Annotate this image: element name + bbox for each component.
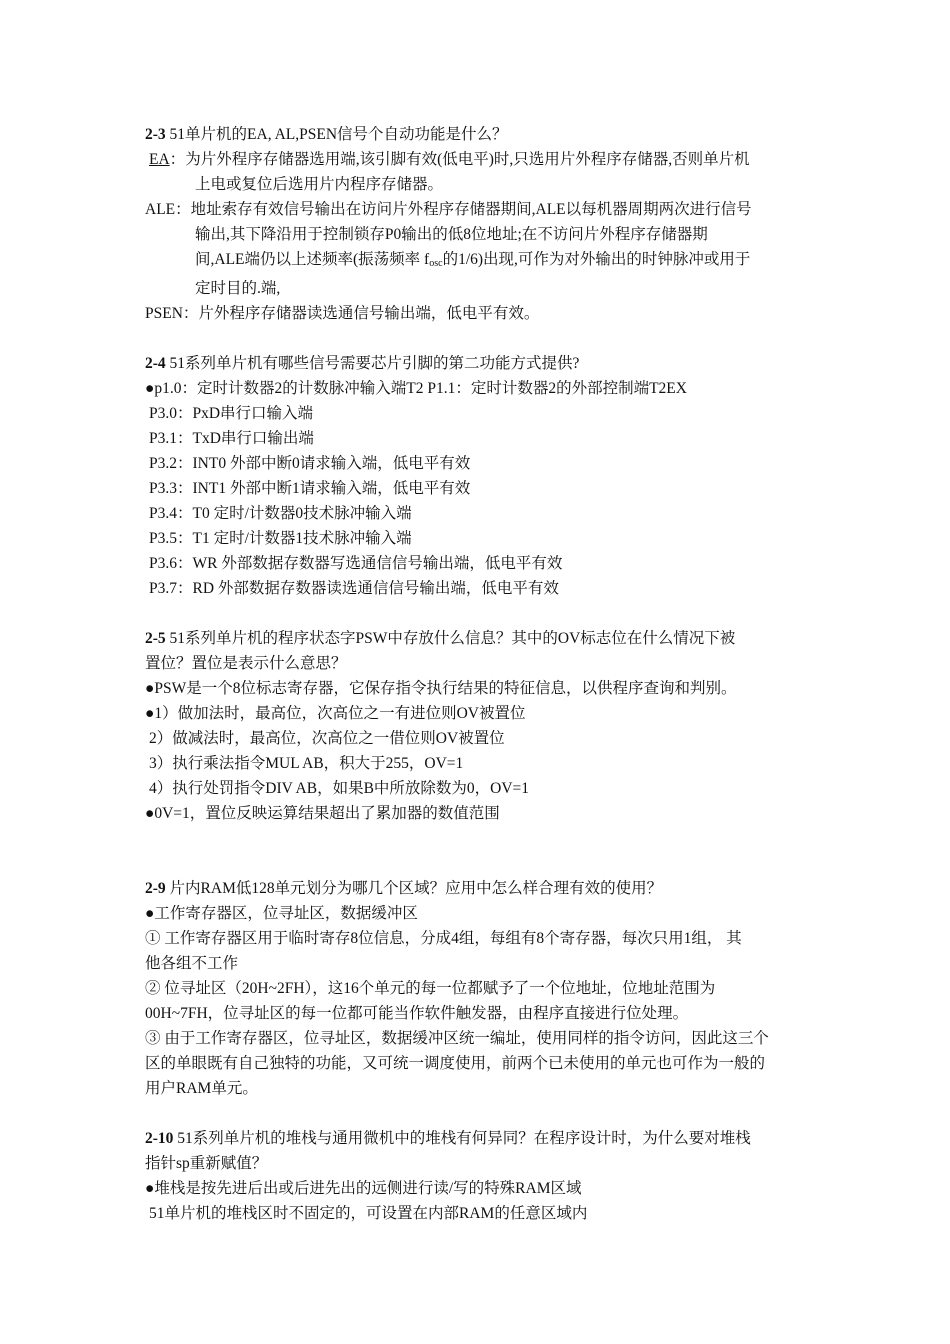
ale-label: ALE： <box>145 201 191 218</box>
psen-line: PSEN：片外程序存储器读选通信号输出端，低电平有效。 <box>145 305 540 322</box>
paragraph-line: 51单片机的堆栈区时不固定的，可设置在内部RAM的任意区域内 <box>149 1205 588 1222</box>
question-text: 片内RAM低128单元划分为哪几个区域？应用中怎么样合理有效的使用？ <box>165 880 663 897</box>
ea-label: EA <box>149 151 170 168</box>
question-text: 51单片机的EA, AL,PSEN信号个自动功能是什么？ <box>165 126 508 143</box>
list-item: P3.5：T1 定时/计数器1技术脉冲输入端 <box>149 530 412 547</box>
list-item: P3.1：TxD串行口输出端 <box>149 430 314 447</box>
question-text: 51系列单片机的程序状态字PSW中存放什么信息？其中的OV标志位在什么情况下被 <box>165 630 736 647</box>
ale-text-1: 地址索存有效信号输出在访问片外程序存储器期间,ALE以每机器周期两次进行信号 <box>190 201 752 218</box>
question-text: 51系列单片机的堆栈与通用微机中的堆栈有何异同？在程序设计时，为什么要对堆栈 <box>173 1130 751 1147</box>
ale-line-1 <box>145 197 808 222</box>
question-2-5-heading-cont: 置位？置位是表示什么意思？ <box>145 655 347 672</box>
document-page <box>145 122 808 1226</box>
ale-text-3b: 的1/6)出现,可作为对外输出的时钟脉冲或用于 <box>442 251 751 268</box>
paragraph-line: 用户RAM单元。 <box>145 1080 258 1097</box>
question-number: 2-4 <box>145 355 166 372</box>
question-number: 2-10 <box>145 1130 174 1147</box>
question-2-9-heading <box>145 876 808 901</box>
osc-subscript: osc <box>429 258 443 269</box>
ale-line-2: 输出,其下降沿用于控制锁存P0输出的低8位地址;在不访问片外程序存储器期 <box>195 226 708 243</box>
ea-text-1: 为片外程序存储器选用端,该引脚有效(低电平)时,只选用片外程序存储器,否则单片机 <box>185 151 750 168</box>
question-number: 2-5 <box>145 630 166 647</box>
ale-line-3 <box>145 247 808 276</box>
paragraph-line: ③ 由于工作寄存器区，位寻址区，数据缓冲区统一编址，使用同样的指令访问，因此这三个 <box>145 1030 769 1047</box>
list-item: P3.0：PxD串行口输入端 <box>149 405 314 422</box>
question-number: 2-3 <box>145 126 166 143</box>
list-item: ●工作寄存器区，位寻址区，数据缓冲区 <box>145 905 418 922</box>
list-item: ●堆栈是按先进后出或后进先出的远侧进行读/写的特殊RAM区域 <box>145 1180 582 1197</box>
question-2-5-heading <box>145 626 808 651</box>
question-number: 2-9 <box>145 880 166 897</box>
paragraph-line: ② 位寻址区（20H~2FH），这16个单元的每一位都赋予了一个位地址，位地址范围为 <box>145 980 716 997</box>
ale-text-3a: 间,ALE端仍以上述频率(振荡频率 f <box>195 251 430 268</box>
ea-line-1 <box>145 147 808 172</box>
ea-line-2: 上电或复位后选用片内程序存储器。 <box>195 176 444 193</box>
list-item: 3）执行乘法指令MUL AB，积大于255，OV=1 <box>149 755 464 772</box>
ale-line-4: 定时目的.端, <box>195 280 281 297</box>
list-item: 4）执行处罚指令DIV AB，如果B中所放除数为0，OV=1 <box>149 780 530 797</box>
paragraph-line: 区的单眼既有自己独特的功能，又可统一调度使用，前两个已未使用的单元也可作为一般的 <box>145 1055 766 1072</box>
list-item: P3.6：WR 外部数据存数器写选通信信号输出端，低电平有效 <box>149 555 563 572</box>
list-item: ●1）做加法时，最高位，次高位之一有进位则OV被置位 <box>145 705 526 722</box>
paragraph-line: 00H~7FH，位寻址区的每一位都可能当作软件触发器，由程序直接进行位处理。 <box>145 1005 689 1022</box>
question-text: 51系列单片机有哪些信号需要芯片引脚的第二功能方式提供? <box>165 355 580 372</box>
list-item: P3.7：RD 外部数据存数器读选通信信号输出端，低电平有效 <box>149 580 559 597</box>
list-item: P3.4：T0 定时/计数器0技术脉冲输入端 <box>149 505 412 522</box>
question-2-10-heading <box>145 1126 808 1151</box>
paragraph-line: 他各组不工作 <box>145 955 239 972</box>
list-item: ●0V=1，置位反映运算结果超出了累加器的数值范围 <box>145 805 500 822</box>
question-2-4-heading <box>145 351 808 376</box>
list-item: 2）做减法时，最高位，次高位之一借位则OV被置位 <box>149 730 505 747</box>
list-item: ●p1.0：定时计数器2的计数脉冲输入端T2 P1.1：定时计数器2的外部控制端T2EX <box>145 380 687 397</box>
list-item: P3.3：INT1 外部中断1请求输入端，低电平有效 <box>149 480 471 497</box>
list-item: ●PSW是一个8位标志寄存器，它保存指令执行结果的特征信息，以供程序查询和判别。 <box>145 680 737 697</box>
ea-colon: ： <box>169 151 186 168</box>
question-2-3-heading <box>145 122 808 147</box>
list-item: P3.2：INT0 外部中断0请求输入端，低电平有效 <box>149 455 471 472</box>
paragraph-line: ① 工作寄存器区用于临时寄存8位信息，分成4组，每组有8个寄存器，每次只用1组， 其 <box>145 930 742 947</box>
question-2-10-heading-cont: 指针sp重新赋值？ <box>145 1155 268 1172</box>
